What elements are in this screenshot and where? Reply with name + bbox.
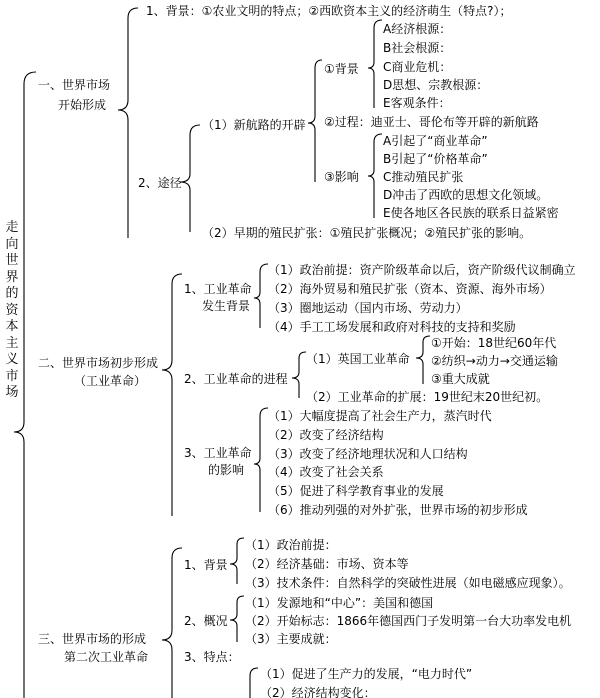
nav-process: ②过程：迪亚士、哥伦布等开辟的新航路 [324,115,539,129]
s2-effect-item: （5）促进了科学教育事业的发展 [268,484,444,498]
s3-background: 1、背景 [184,558,228,572]
s2-effect-item: （4）改变了社会关系 [268,465,384,479]
nav-bg-item: B社会根源： [383,41,452,55]
impact-item: A引起了“商业革命” [383,134,488,148]
s3-ov-brace [230,596,244,642]
s1-subtitle: 开始形成 [58,98,107,112]
s1-background: 1、背景：①农业文明的特点；②西欧资本主义的经济萌生（特点?）； [146,4,512,18]
impact-item: C推动殖民扩张 [383,170,464,184]
s1-navigation: （1）新航路的开辟 [202,118,306,132]
s3-ov-item: （2）开始标志：1866年德国西门子发明第一台大功率发电机 [245,614,572,628]
s2-effect-item: （1）大幅度提高了社会生产力，蒸汽时代 [268,409,492,423]
s3-features: 3、特点： [184,650,240,664]
s2-bg-item: （2）海外贸易和殖民扩张（资本、资源、海外市场） [268,282,552,296]
nav-bg-item: D思想、宗教根源： [383,78,489,92]
nav-background: ①背景 [324,62,359,76]
s2-background: 1、工业革命 [184,282,252,296]
s3-feat-brace [250,668,258,698]
s3-ov-item: （3）主要成就： [245,632,337,646]
impact-item: D冲击了西欧的思想文化领域。 [383,188,549,202]
s2-subtitle: （工业革命） [74,374,147,388]
uk-item: ③重大成就 [431,372,490,386]
s3-ov-item: （1）发源地和“中心”：美国和德国 [245,596,434,610]
s2-bg-brace [254,264,268,328]
nav-bg-item: E客观条件： [383,96,451,110]
s2-title: 二、世界市场初步形成 [38,356,159,370]
s2-process-brace [292,352,306,398]
uk-item: ②纺织→动力→交通运输 [431,354,558,368]
s1-title: 一、世界市场 [38,78,111,92]
nav-brace [308,60,322,182]
s2-bg-item: （1）政治前提：资产阶级革命以后，资产阶级代议制确立 [268,263,576,277]
nav-bg-item: A经济根源： [383,22,452,36]
s3-bg-item: （1）政治前提： [245,538,337,552]
nav-bg-item: C商业危机： [383,60,452,74]
s3-feat-item: （1）促进了生产力的发展，“电力时代” [260,667,473,681]
uk-item: ①开始：18世纪60年代 [431,336,557,350]
s2-background-sub: 发生背景 [202,299,251,313]
s3-subtitle: 第二次工业革命 [64,650,149,664]
s2-process: 2、工业革命的进程 [184,372,288,386]
impact-item: E使各地区各民族的联系日益紧密 [383,206,559,220]
s3-title: 三、世界市场的形成 [38,632,147,646]
s2-brace [162,274,182,516]
s3-bg-item: （3）技术条件：自然科学的突破性进展（如电磁感应现象）。 [245,576,571,590]
s1-brace [118,8,138,238]
s2-effect-sub: 的影响 [208,463,245,477]
nav-bg-brace [368,20,382,108]
s1-colonial: （2）早期的殖民扩张：①殖民扩张概况；②殖民扩张的影响。 [202,226,532,240]
s2-uk: （1）英国工业革命 [306,352,410,366]
s3-overview: 2、概况 [184,614,228,628]
s3-bg-item: （2）经济基础：市场、资本等 [245,557,409,571]
s3-bg-brace [230,538,244,584]
s1-route: 2、途径 [138,176,182,190]
root-title: 走向世界的资本主义市场 [5,220,19,400]
s2-effect-item: （6）推动列强的对外扩张，世界市场的初步形成 [268,503,528,517]
nav-impact: ③影响 [324,170,359,184]
s2-bg-item: （4）手工工场发展和政府对科技的支持和奖励 [268,320,516,334]
s2-effect-brace [254,408,268,512]
s2-bg-item: （3）圈地运动（国内市场、劳动力） [268,301,468,315]
impact-item: B引起了“价格革命” [383,152,488,166]
s2-expand: （2）工业革命的扩展：19世纪末20世纪初。 [306,390,549,404]
s3-brace [162,548,182,698]
s2-effect-item: （3）改变了经济地理状况和人口结构 [268,447,468,461]
uk-brace [416,336,430,384]
s2-effect: 3、工业革命 [184,446,252,460]
s3-feat-item: （2）经济结构变化： [260,686,376,698]
impact-brace [368,134,382,218]
route-brace [180,125,200,232]
s2-effect-item: （2）改变了经济结构 [268,428,384,442]
